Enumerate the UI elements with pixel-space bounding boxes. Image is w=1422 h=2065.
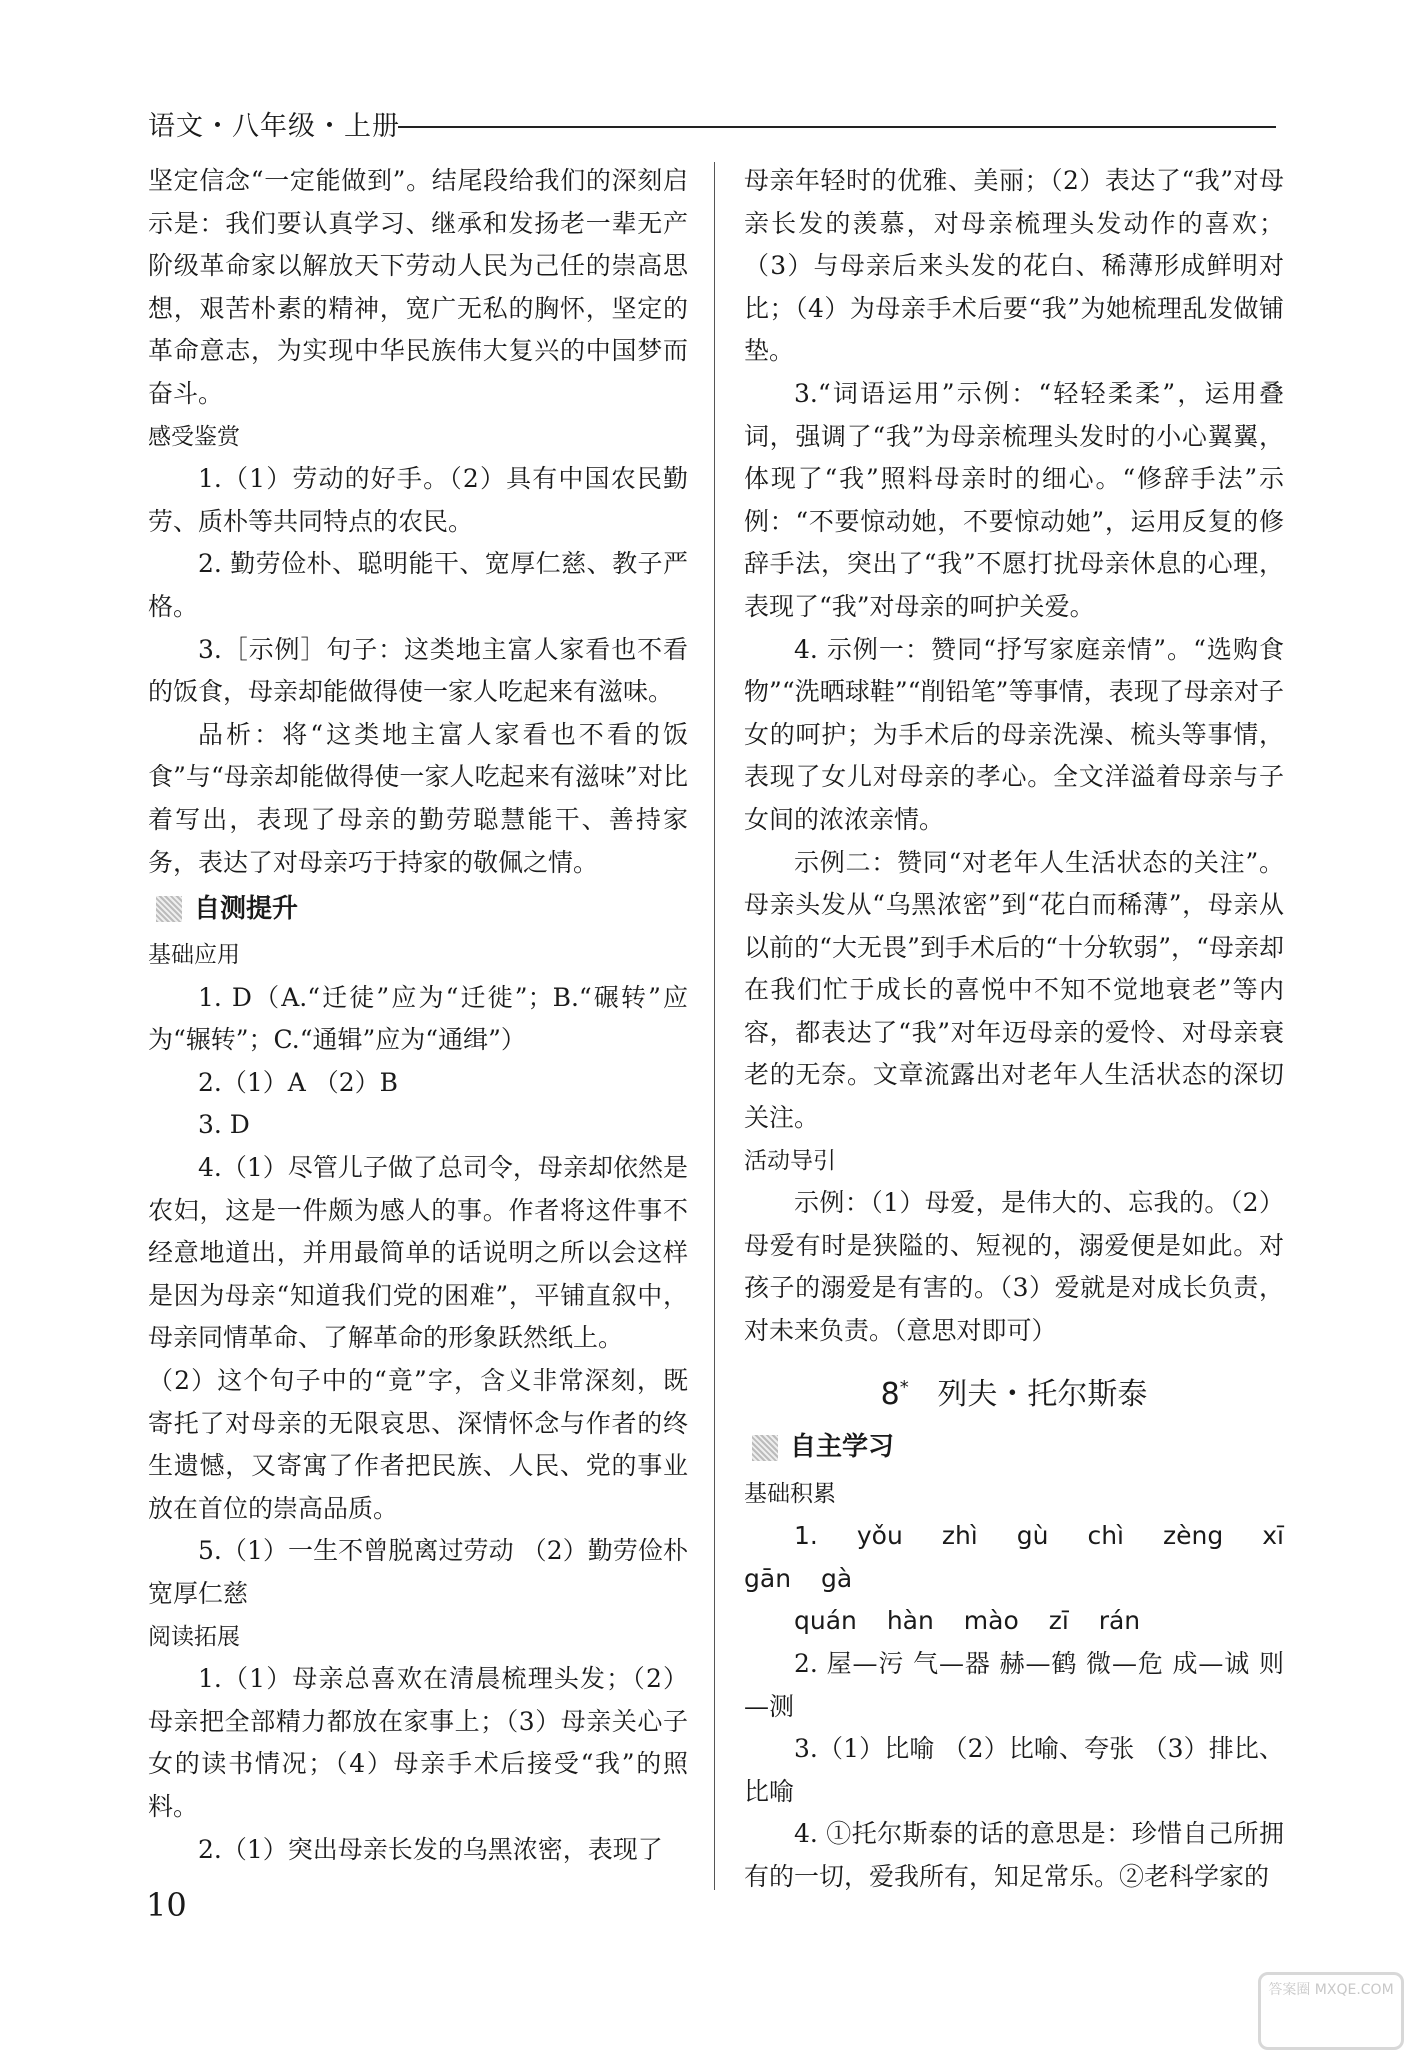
- right-column: [744, 160, 1284, 1899]
- chapter-name: 列夫・托尔斯泰: [937, 1376, 1148, 1412]
- section-heading: [744, 1423, 1284, 1473]
- answer-item: 1.（1）母亲总喜欢在清晨梳理头发；（2）母亲把全部精力都放在家事上；（3）母亲关心子女的读书情况；（4）母亲手术后接受“我”的照料。: [148, 1664, 688, 1821]
- subsection-label: 阅读拓展: [148, 1623, 240, 1650]
- page-number: 10: [146, 1886, 187, 1924]
- answer-item: 2. 勤劳俭朴、聪明能干、宽厚仁慈、教子严格。: [148, 549, 688, 621]
- section-marker-icon: [156, 896, 182, 922]
- pinyin-line: 1. yǒu zhì gù chì zèng xī gān gà: [744, 1521, 1284, 1593]
- section-heading-text: 自主学习: [790, 1432, 895, 1463]
- page-header: [148, 104, 1276, 144]
- answer-item: 4. ①托尔斯泰的话的意思是：珍惜自己所拥有的一切，爱我所有，知足常乐。②老科学家的: [744, 1819, 1284, 1891]
- answer-item: 3. D: [198, 1110, 250, 1140]
- answer-item: 5.（1）一生不曾脱离过劳动 （2）勤劳俭朴 宽厚仁慈: [148, 1536, 688, 1608]
- answer-item: 1.（1）劳动的好手。（2）具有中国农民勤劳、质朴等共同特点的农民。: [148, 464, 688, 536]
- section-heading-text: 自测提升: [194, 893, 299, 924]
- answer-item: 品析：将“这类地主富人家看也不看的饭食”与“母亲却能做得使一家人吃起来有滋味”对比着写出，表现了母亲的勤劳聪慧能干、善持家务，表达了对母亲巧于持家的敬佩之情。: [148, 719, 688, 877]
- chapter-title: [744, 1353, 1284, 1423]
- answer-item: 3.（1）比喻 （2）比喻、夸张 （3）排比、比喻: [744, 1734, 1284, 1806]
- chapter-number: 8: [880, 1376, 900, 1412]
- subsection-label: 基础应用: [148, 942, 240, 969]
- answer-item: 2. 屋—污 气—器 赫—鹤 微—危 成—诚 则—测: [744, 1649, 1284, 1721]
- chapter-star: *: [899, 1376, 909, 1398]
- running-title: 语文・八年级・上册: [148, 111, 400, 142]
- paragraph: 母亲年轻时的优雅、美丽；（2）表达了“我”对母亲长发的羡慕，对母亲梳理头发动作的喜欢；（3）与母亲后来头发的花白、稀薄形成鲜明对比；（4）为母亲手术后要“我”为她梳理乱发做铺垫。: [744, 166, 1284, 366]
- answer-item: 示例：（1）母爱，是伟大的、忘我的。（2）母爱有时是狭隘的、短视的，溺爱便是如此。对孩子的溺爱是有害的。（3）爱就是对成长负责，对未来负责。（意思对即可）: [744, 1188, 1284, 1346]
- answer-item: 3.［示例］句子：这类地主富人家看也不看的饭食，母亲却能做得使一家人吃起来有滋味。: [148, 634, 688, 707]
- section-marker-icon: [752, 1435, 778, 1461]
- column-divider: [714, 162, 715, 1890]
- header-rule: [398, 126, 1276, 128]
- answer-item: 2.（1）A （2）B: [198, 1067, 399, 1097]
- answer-item: 3.“词语运用”示例：“轻轻柔柔”，运用叠词，强调了“我”为母亲梳理头发时的小心翼翼，体现了“我”照料母亲时的细心。“修辞手法”示例：“不要惊动她，不要惊动她”，运用反复的修辞手法，突出了“我”不愿打扰母亲休息的心理，表现了“我”对母亲的呵护关爱。: [744, 378, 1284, 621]
- answer-item: 示例二：赞同“对老年人生活状态的关注”。母亲头发从“乌黑浓密”到“花白而稀薄”，母亲从以前的“大无畏”到手术后的“十分软弱”，“母亲却在我们忙于成长的喜悦中不知不觉地衰老”等内容，都表达了“我”对年迈母亲的爱怜、对母亲衰老的无奈。文章流露出对老年人生活状态的深切关注。: [744, 847, 1284, 1133]
- answer-item: 1. D（A.“迁徒”应为“迁徙”；B.“碾转”应为“辗转”；C.“通辑”应为“通缉”）: [148, 982, 688, 1055]
- answer-item: 4.（1）尽管儿子做了总司令，母亲却依然是农妇，这是一件颇为感人的事。作者将这件事不经意地道出，并用最简单的话说明之所以会这样是因为母亲“知道我们党的困难”，平铺直叙中，母亲同情革命、了解革命的形象跃然纸上。: [148, 1153, 688, 1353]
- answer-item: （2）这个句子中的“竟”字，含义非常深刻，既寄托了对母亲的无限哀思、深情怀念与作者的终生遗憾，又寄寓了作者把民族、人民、党的事业放在首位的崇高品质。: [148, 1366, 688, 1523]
- subsection-label: 活动导引: [744, 1147, 836, 1174]
- left-column: [148, 160, 688, 1871]
- answer-item: 2.（1）突出母亲长发的乌黑浓密，表现了: [198, 1834, 663, 1864]
- section-heading: [148, 884, 688, 934]
- watermark-logo: 答案圈 MXQE.COM: [1258, 1972, 1404, 2050]
- paragraph: 坚定信念“一定能做到”。结尾段给我们的深刻启示是：我们要认真学习、继承和发扬老一辈无产阶级革命家以解放天下劳动人民为己任的崇高思想，艰苦朴素的精神，宽广无私的胸怀，坚定的革命意志，为实现中华民族伟大复兴的中国梦而奋斗。: [148, 166, 688, 408]
- answer-item: 4. 示例一：赞同“抒写家庭亲情”。“选购食物”“洗晒球鞋”“削铅笔”等事情，表现了母亲对子女的呵护；为手术后的母亲洗澡、梳头等事情，表现了女儿对母亲的孝心。全文洋溢着母亲与子女间的浓浓亲情。: [744, 634, 1284, 834]
- subsection-label: 基础积累: [744, 1480, 836, 1507]
- subsection-label: 感受鉴赏: [148, 423, 240, 450]
- pinyin-line: quán hàn mào zī rán: [794, 1606, 1141, 1636]
